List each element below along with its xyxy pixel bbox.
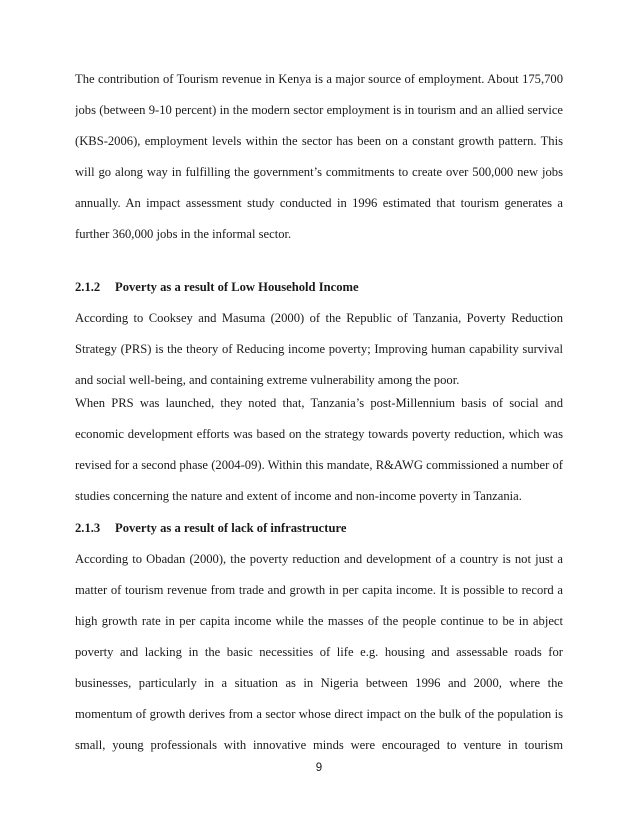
paragraph-line: momentum of growth derives from a sector whose direct impact on the bulk of the population is (75, 707, 563, 721)
section-number: 2.1.2 (75, 280, 101, 294)
section-title: Poverty as a result of lack of infrastructure (115, 521, 347, 535)
paragraph-line: studies concerning the nature and extent of income and non-income poverty in Tanzania. (75, 489, 522, 503)
paragraph-line: businesses, particularly in a situation as in Nigeria between 1996 and 2000, where the (75, 676, 563, 690)
paragraph-line: jobs (between 9-10 percent) in the modern sector employment is in tourism and an allied service (75, 103, 563, 117)
paragraph-line: Strategy (PRS) is the theory of Reducing income poverty; Improving human capability survival (75, 342, 563, 356)
paragraph-line: economic development efforts was based on the strategy towards poverty reduction, which was (75, 427, 563, 441)
paragraph-line: (KBS-2006), employment levels within the sector has been on a constant growth pattern. This (75, 134, 563, 148)
paragraph-line: will go along way in fulfilling the government’s commitments to create over 500,000 new jobs (75, 165, 563, 179)
section-heading (75, 279, 563, 295)
paragraph-line: further 360,000 jobs in the informal sector. (75, 227, 292, 241)
paragraph-line: annually. An impact assessment study conducted in 1996 estimated that tourism generates a (75, 196, 563, 210)
paragraph-line: When PRS was launched, they noted that, Tanzania’s post-Millennium basis of social and (75, 396, 563, 410)
paragraph-line: According to Cooksey and Masuma (2000) of the Republic of Tanzania, Poverty Reduction (75, 311, 563, 325)
page-number: 9 (315, 762, 323, 774)
section-number: 2.1.3 (75, 521, 101, 535)
paragraph-line: revised for a second phase (2004-09). Within this mandate, R&AWG commissioned a number of (75, 458, 563, 472)
paragraph-line: high growth rate in per capita income while the masses of the people continue to be in abject (75, 614, 563, 628)
section-title: Poverty as a result of Low Household Income (115, 280, 359, 294)
section-heading (75, 520, 563, 536)
paragraph-line: matter of tourism revenue from trade and growth in per capita income. It is possible to record a (75, 583, 563, 597)
paragraph-line: According to Obadan (2000), the poverty reduction and development of a country is not just a (75, 552, 563, 566)
paragraph-line: The contribution of Tourism revenue in Kenya is a major source of employment. About 175,700 (75, 72, 563, 86)
paragraph-line: poverty and lacking in the basic necessities of life e.g. housing and assessable roads for (75, 645, 563, 659)
paragraph-line: and social well-being, and containing extreme vulnerability among the poor. (75, 373, 460, 387)
paragraph-line: small, young professionals with innovative minds were encouraged to venture in tourism (75, 738, 563, 752)
